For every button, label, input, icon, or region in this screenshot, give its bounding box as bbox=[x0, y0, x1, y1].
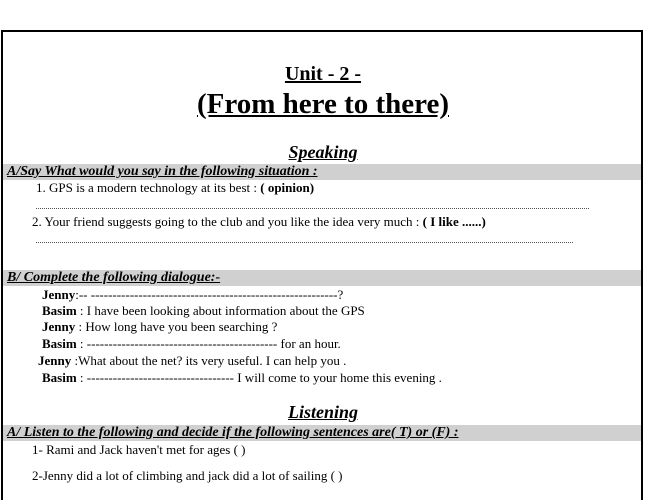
task-b-instruction: B/ Complete the following dialogue:- bbox=[7, 270, 221, 285]
dialogue-speaker-6: Basim bbox=[42, 370, 77, 385]
listening-item-2: 2-Jenny did a lot of climbing and jack did a lot of sailing ( ) bbox=[32, 468, 343, 483]
question-1-text: 1. GPS is a modern technology at its best : bbox=[36, 180, 261, 195]
listening-task-band bbox=[3, 425, 641, 441]
dialogue-line-4 bbox=[42, 336, 341, 352]
dialogue-text-1: :-- ---------------------------------------------------------? bbox=[75, 287, 344, 302]
dialogue-line-3 bbox=[42, 319, 277, 335]
dialogue-speaker-4: Basim bbox=[42, 336, 77, 351]
task-a-instruction: A/Say What would you say in the following situation : bbox=[7, 164, 318, 179]
page-title: (From here to there) bbox=[196, 88, 450, 120]
dialogue-text-3: : How long have you been searching ? bbox=[75, 319, 278, 334]
task-a-band bbox=[3, 164, 641, 180]
dialogue-speaker-5: Jenny bbox=[38, 353, 72, 368]
listening-task-instruction: A/ Listen to the following and decide if the following sentences are( T) or (F) : bbox=[7, 425, 459, 440]
dialogue-speaker-2: Basim bbox=[42, 303, 77, 318]
task-b-band bbox=[3, 270, 641, 286]
dialogue-speaker-3: Jenny bbox=[42, 319, 76, 334]
dialogue-line-5 bbox=[38, 353, 346, 369]
dialogue-line-1 bbox=[42, 287, 343, 303]
dialogue-line-2 bbox=[42, 303, 365, 319]
unit-heading: Unit - 2 - bbox=[284, 63, 362, 85]
answer-line-2[interactable] bbox=[36, 242, 573, 243]
dialogue-speaker-1: Jenny bbox=[42, 287, 76, 302]
question-2-hint: ( I like ......) bbox=[422, 214, 486, 229]
dialogue-text-4: : -------------------------------------------- for an hour. bbox=[76, 336, 341, 351]
dialogue-text-5: :What about the net? its very useful. I can help you . bbox=[71, 353, 347, 368]
question-2 bbox=[32, 214, 486, 230]
answer-line-1[interactable] bbox=[36, 208, 589, 209]
dialogue-line-6 bbox=[42, 370, 442, 386]
speaking-heading: Speaking bbox=[288, 142, 358, 162]
dialogue-text-2: : I have been looking about information about the GPS bbox=[76, 303, 365, 318]
listening-heading: Listening bbox=[287, 402, 358, 422]
dialogue-text-6: : ---------------------------------- I will come to your home this evening . bbox=[76, 370, 442, 385]
question-1-hint: ( opinion) bbox=[260, 180, 315, 195]
question-2-text: 2. Your friend suggests going to the club and you like the idea very much : bbox=[32, 214, 423, 229]
question-1 bbox=[36, 180, 314, 196]
listening-item-1: 1- Rami and Jack haven't met for ages ( ) bbox=[32, 442, 246, 457]
